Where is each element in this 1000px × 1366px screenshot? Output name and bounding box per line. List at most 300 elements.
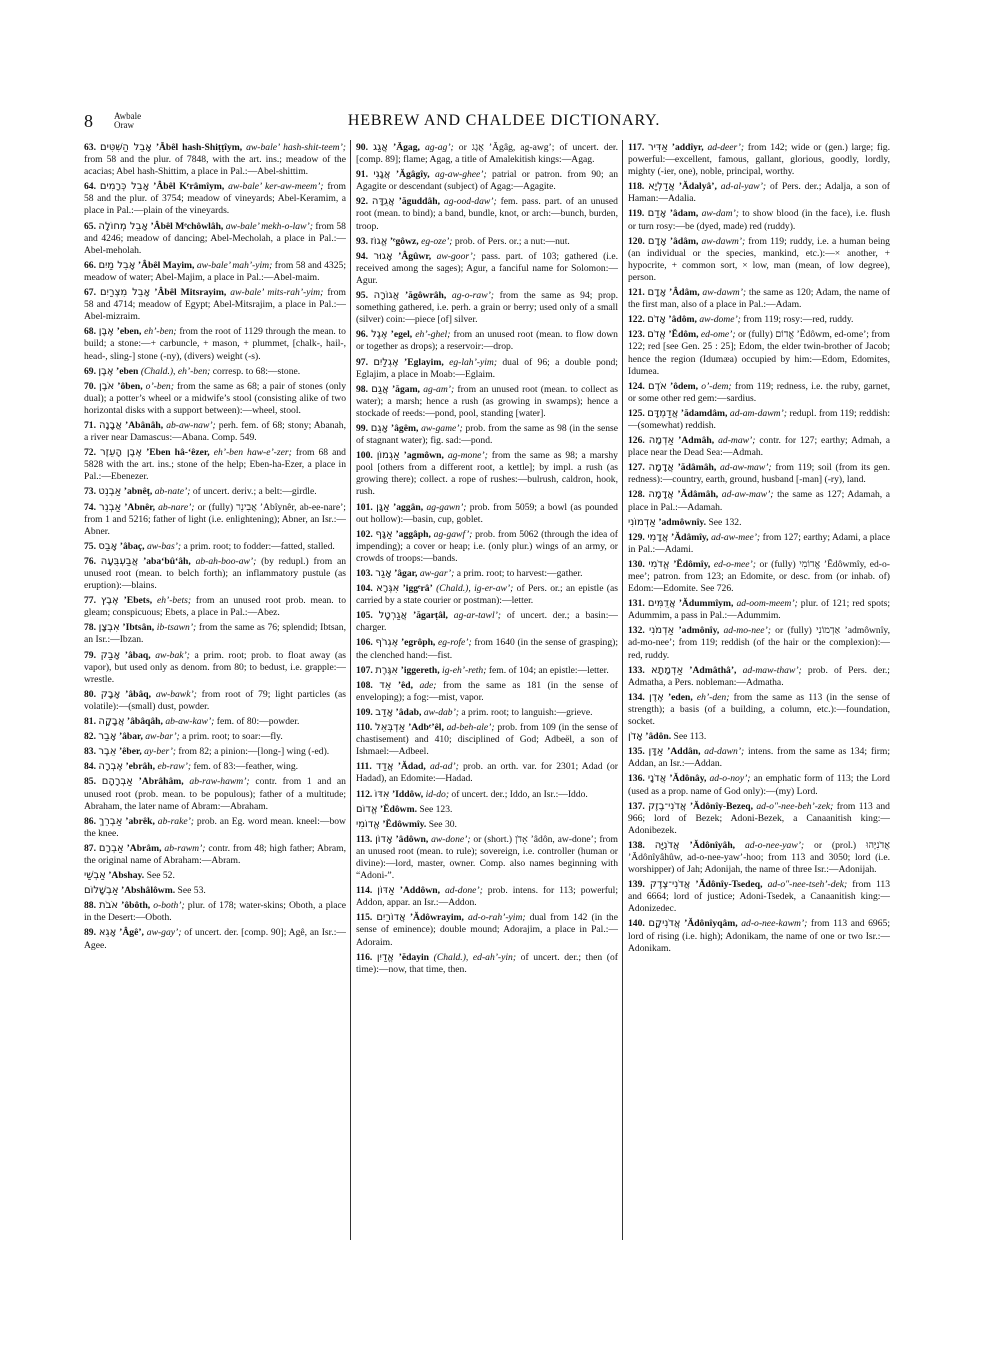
hebrew-word: אַדְמֹנִי — [649, 625, 675, 637]
pronunciation: ag-o-raw’; — [451, 290, 495, 302]
dictionary-entry — [356, 819, 618, 831]
definition: from the same as 181 (in the sense of enveloping); a fog:—mist, vapor. — [356, 679, 618, 703]
dictionary-entry — [356, 236, 618, 248]
definition: from an unused root (mean. to flow down or together as drops); a reservoir:—drop. — [356, 329, 618, 353]
pronunciation: ad-aw-mee’; — [711, 531, 761, 543]
dictionary-entry — [84, 731, 346, 743]
transliteration: ’egel, — [390, 329, 413, 341]
definition: prob. from 5062 (through the idea of impending); a cover or heap; i.e. (only plur.) wings of an army, or crowds of troops:—bands. — [356, 528, 618, 564]
hebrew-word: אַבְשַׁי — [84, 870, 106, 882]
dictionary-entry — [84, 447, 346, 483]
entry-number: 88. — [84, 900, 96, 912]
definition: from an unused root (mean. to collect as water); a marsh; hence a rush (as growing in swamps); hence a stockade of reeds:—pond, pool, standing [water]. — [356, 383, 618, 419]
definition: plur. of 121; red spots; Adummim, a pass in Pal.:—Adummim. — [628, 598, 890, 622]
pronunciation: ab-rawm’; — [164, 842, 206, 854]
hebrew-word: אָדָם — [647, 287, 667, 299]
entry-number: 129. — [628, 531, 645, 543]
transliteration: ’âdôn. — [645, 731, 672, 743]
entry-number: 70. — [84, 380, 96, 392]
pronunciation: ad-oom-meem’; — [736, 598, 798, 610]
definition: a prim. root; to fodder:—fatted, stalled. — [183, 540, 335, 552]
dictionary-entry — [84, 221, 346, 257]
pronunciation: (Chald.), ig-er-aw’; — [436, 583, 514, 595]
entry-number: 78. — [84, 622, 96, 634]
hebrew-word: אַדְמָתָא — [650, 664, 684, 676]
definition: from the root of 1129 through the mean. to build; a stone:—+ carbuncle, + mason, + plummet, [chalk-, hail-, head-, sling-] stone (-ny), (divers) weight (-s). — [84, 326, 346, 362]
entry-number: 64. — [84, 181, 96, 193]
transliteration: ’ĕdayin — [398, 951, 430, 963]
dictionary-entry — [356, 834, 618, 882]
hebrew-word: אֲגֻדָּה — [371, 196, 395, 208]
hebrew-word: אָדוֹן — [375, 833, 393, 845]
dictionary-entry — [84, 381, 346, 417]
definition: from 119; soil (from its gen. redness):—country, earth, ground, husband [-man] (-ry), land. — [628, 462, 890, 486]
pronunciation: ed-o-mee’; — [713, 558, 756, 570]
definition: from 119; redness, i.e. the ruby, garnet, or some other red gem:—sardius. — [628, 380, 890, 404]
transliteration: ’âdôm, — [668, 314, 697, 326]
transliteration: ’Addôwn, — [399, 885, 441, 897]
definition: prob. intens. for 113; powerful; Addon, appar. an Isr.:—Addon. — [356, 885, 618, 909]
pronunciation: ab-nate’; — [154, 486, 191, 498]
dictionary-entry — [84, 622, 346, 646]
definition: from 127; earthy; Adami, a place in Pal.:—Adami. — [628, 531, 890, 555]
pronunciation: ad-mo-nee’; — [723, 625, 771, 637]
pronunciation: ad-deer’; — [707, 142, 745, 153]
pronunciation: eh’-den; — [696, 691, 730, 703]
pronunciation: eh’-bets; — [156, 595, 192, 607]
hebrew-word: אֵבֶר — [98, 746, 117, 758]
pronunciation: ag-am’; — [423, 383, 455, 395]
dictionary-entry — [356, 568, 618, 580]
dictionary-entry — [356, 196, 618, 232]
transliteration: ’ădâmâh, — [677, 462, 717, 474]
transliteration: ’ᵉgôwz, — [389, 235, 419, 247]
definition: from 113 and 6664; lord of justice; Adoni-Tsedek, a Canaanitish king:—Adonizedec. — [628, 879, 890, 915]
dictionary-entry — [356, 169, 618, 193]
dictionary-entry — [356, 680, 618, 704]
definition: from 58 and 4325; meadow of water; Abel-Majim, a place in Pal.:—Abel-maim. — [84, 259, 346, 283]
pronunciation: ad-o″-nee-beh’-zek; — [756, 800, 834, 812]
entry-number: 116. — [356, 951, 373, 963]
definition: prob. of Pers. or.; a nut:—nut. — [454, 235, 570, 247]
entry-number: 95. — [356, 290, 368, 302]
hebrew-word: אִגְּרָא — [376, 583, 400, 595]
entry-number: 105. — [356, 610, 373, 622]
transliteration: ’Âgê’, — [119, 927, 144, 939]
pronunciation: eg-lah’-yim; — [449, 356, 498, 368]
dictionary-entry — [628, 489, 890, 513]
hebrew-word: אֲגַם — [371, 383, 389, 395]
hebrew-word: אֲדָמָה — [648, 489, 674, 501]
entry-number: 86. — [84, 815, 96, 827]
definition: or (fully) אַדְמוֹנִי ’admôwnîy, ad-mo-nee’; from 119; reddish (of the hair or the complexion):—red, ruddy. — [628, 625, 890, 661]
transliteration: ’Âbêl Mayim, — [137, 259, 195, 271]
entry-number: 65. — [84, 220, 96, 232]
dictionary-entry — [84, 650, 346, 686]
dictionary-entry — [84, 541, 346, 553]
entry-number: 77. — [84, 595, 96, 607]
dictionary-entry — [84, 260, 346, 284]
dictionary-entry — [628, 801, 890, 837]
pronunciation: aw-dawm’; — [702, 287, 747, 299]
hebrew-word: אֶבֶן — [98, 326, 114, 338]
entry-number: 94. — [356, 250, 368, 262]
pronunciation: eh’-ghel; — [415, 329, 451, 341]
transliteration: ’Iddôw, — [391, 788, 424, 800]
definition: pass. part. of 103; gathered (i.e. received among the sages); Agur, a fanciful name for Solomon:—Agur. — [356, 250, 618, 286]
entry-number: 93. — [356, 235, 368, 247]
pronunciation: aw-dam’; — [701, 208, 739, 220]
definition: from root of 79; light particles (as volatile):—(small) dust, powder. — [84, 688, 346, 712]
definition: from 113 and 6965; lord of rising (i.e. high); Adonikam, the name of one or two Isr.:—Adonikam. — [628, 918, 890, 954]
entry-number: 112. — [356, 788, 373, 800]
dictionary-entry — [84, 556, 346, 592]
column-2 — [356, 142, 618, 1242]
entry-number: 83. — [84, 746, 96, 758]
hebrew-word: אַגָּף — [375, 528, 393, 540]
hebrew-word: אֲגַרְטָל — [378, 610, 408, 622]
definition: prob. of Pers. der.; Admatha, a Pers. nobleman:—Admatha. — [628, 664, 890, 688]
transliteration: ’Ĕdôwmîy. — [382, 818, 427, 830]
entry-number: 124. — [628, 380, 645, 392]
hebrew-word: אֱדוֹמִי — [356, 818, 380, 830]
pronunciation: aw-goor’; — [436, 250, 476, 262]
transliteration: ’âdôwn, — [395, 833, 429, 845]
hebrew-word: אֲדֹנִי־צֶדֶק — [649, 879, 691, 891]
hebrew-word: אָבֵל כְּרָמִים — [99, 181, 150, 193]
transliteration: ’âbar, — [118, 731, 143, 743]
transliteration: ’ăgam, — [391, 383, 420, 395]
page-header — [84, 112, 924, 138]
dictionary-entry — [356, 251, 618, 287]
hebrew-word: אֱגוֹז — [370, 235, 388, 247]
pronunciation: aw-dome’; — [699, 314, 741, 326]
pronunciation: ad-done’; — [444, 885, 483, 897]
column-divider — [622, 140, 623, 1240]
entry-number: 98. — [356, 383, 368, 395]
definition: from 142; wide or (gen.) large; fig. powerful:—excellent, famous, gallant, glorious, goodly, lordly, mighty (-ier, one), noble, principal, worthy. — [628, 142, 890, 178]
dictionary-entry — [356, 637, 618, 661]
transliteration: ’Abrâhâm, — [138, 776, 184, 788]
entry-number: 127. — [628, 462, 645, 474]
entry-number: 100. — [356, 450, 373, 462]
definition: fem. pass. part. of an unused root (mean. to bind); a band, bundle, knot, or arch:—bunch, burden, troop. — [356, 196, 618, 232]
hebrew-word: אַגְמוֹן — [376, 450, 400, 462]
pronunciation: eb-raw’; — [157, 761, 192, 773]
definition: (by redupl.) from an unused root (mean. to belch forth); an inflammatory pustule (as eruption):—blains. — [84, 555, 346, 592]
transliteration: ’Ădônîyâh, — [689, 839, 736, 851]
definition: or אֲגָג ’Ăgâg, ag-awg’; of uncert. der. [comp. 89]; flame; Agag, a title of Amalekitish kings:—Agag. — [356, 142, 618, 166]
entry-number: 79. — [84, 649, 96, 661]
transliteration: ’Âbêl Kᵉrâmîym, — [153, 181, 225, 193]
pronunciation: aw-bas’; — [146, 540, 182, 552]
dictionary-entry — [356, 885, 618, 909]
transliteration: ’âbâq, — [125, 688, 152, 700]
dictionary-entry — [628, 287, 890, 311]
transliteration: ’admôwnîy. — [658, 516, 707, 528]
hebrew-word: אָבֵל מַיִם — [98, 259, 136, 271]
definition: from 58 and 4714; meadow of Egypt; Abel-Mitsrajim, a place in Pal.:—Abel-mizraim. — [84, 287, 346, 323]
pronunciation: ig-eh’-reth; — [442, 664, 487, 676]
transliteration: ’êber, — [118, 746, 142, 758]
transliteration: ’eben, — [116, 326, 142, 338]
transliteration: ’Ĕdôm, — [668, 329, 699, 341]
definition: a prim. root; prob. to float away (as vapor), but used only as denom. from 80; to bedust, i.e. grapple:—wrestle. — [84, 649, 346, 685]
hebrew-word: אֶגְרֹף — [375, 637, 399, 649]
entry-number: 123. — [628, 329, 645, 341]
hebrew-word: אָגוּר — [373, 250, 393, 262]
transliteration: ’âdam, — [669, 208, 699, 220]
entry-number: 106. — [356, 637, 373, 649]
dictionary-entry — [84, 689, 346, 713]
column-1 — [84, 142, 346, 1242]
pronunciation: ib-tsawn’; — [156, 622, 197, 634]
transliteration: ’Ibtsân, — [122, 622, 155, 634]
definition: from 58 and 4246; meadow of dancing; Abel-Mecholah, a place in Pal.:—Abel-meholah. — [84, 220, 346, 256]
transliteration: ’Abshay. — [108, 870, 145, 882]
dictionary-entry — [84, 326, 346, 362]
pronunciation: ag-ar-tawl’; — [453, 610, 502, 622]
definition: See 53. — [177, 885, 206, 897]
pronunciation: (Chald.), ed-ah’-yin; — [433, 951, 517, 963]
hebrew-word: אֲדָמִי — [647, 531, 669, 543]
entry-number: 87. — [84, 842, 96, 854]
hebrew-word: אֱדֹמִי — [648, 558, 670, 570]
transliteration: ’Admâthâ’, — [689, 664, 737, 676]
definition: or (fully) אֱדוֹם ’Ĕdôwm, ed-ome’; from 122; red [see Gen. 25 : 25]; Edom, the elder twin-brother of Jacob; hence the region (Idumæa) occupied by him:—Edom, Edomites, Idumea. — [628, 329, 890, 377]
entry-number: 84. — [84, 761, 96, 773]
entry-number: 131. — [628, 598, 645, 610]
entry-number: 72. — [84, 447, 96, 459]
hebrew-word: אֹדֶם — [648, 380, 667, 392]
pronunciation: ed-ome’; — [700, 329, 736, 341]
dictionary-entry — [628, 625, 890, 661]
pronunciation: ab-aw-kaw’; — [165, 716, 215, 728]
entry-number: 134. — [628, 691, 645, 703]
entry-number: 107. — [356, 664, 373, 676]
pronunciation: eh’-ben haw-e’-zer; — [213, 447, 292, 459]
pronunciation: aw-bale’ mits-rah’-yim; — [230, 287, 324, 299]
dictionary-entry — [356, 384, 618, 420]
hebrew-word: אֲבָקָה — [98, 716, 125, 728]
dictionary-entry — [628, 773, 890, 797]
pronunciation: ad-maw-thaw’; — [742, 664, 802, 676]
entry-number: 91. — [356, 169, 368, 181]
definition: from the same as 98; a marshy pool [others from a different root, a kettle]; by impl. a rush (as growing there); collect. a rope of rushes:—bulrush, caldron, hook, rush. — [356, 450, 618, 498]
transliteration: ’ôbôth, — [121, 900, 151, 912]
entry-number: 135. — [628, 746, 645, 758]
transliteration: ’Ădâmîy, — [671, 531, 709, 543]
transliteration: ’admônîy, — [678, 625, 720, 637]
pronunciation: aw-gar’; — [419, 568, 455, 579]
pronunciation: ag-mone’; — [447, 450, 488, 462]
entry-number: 81. — [84, 716, 96, 728]
dictionary-entry — [628, 559, 890, 595]
transliteration: ’Ădônîy-Tsedeq, — [695, 879, 763, 891]
entry-number: 140. — [628, 918, 645, 930]
pronunciation: aw-game’; — [421, 422, 463, 434]
entry-number: 67. — [84, 287, 96, 299]
definition: from an unused root prob. mean. to gleam; conspicuous; Ebets, a place in Pal.:—Abez. — [84, 595, 346, 619]
column-3 — [628, 142, 890, 1242]
hebrew-word: אֶגְלַיִם — [373, 356, 399, 368]
hebrew-word: אָגַר — [375, 568, 392, 579]
entry-number: 82. — [84, 731, 96, 743]
transliteration: ’âbaç, — [119, 540, 145, 552]
definition: redupl. from 119; reddish:—(somewhat) reddish. — [628, 407, 890, 431]
hebrew-word: אַבְרָהָם — [101, 776, 133, 788]
hebrew-word: אָדֹם — [647, 314, 666, 326]
transliteration: ’êd, — [397, 679, 414, 691]
entry-number: 109. — [356, 706, 373, 718]
transliteration: ’Ădad, — [397, 761, 426, 773]
pronunciation: o-both’; — [153, 900, 185, 912]
definition: dual of 96; a double pond; Eglajim, a place in Moab:—Eglaim. — [356, 356, 618, 380]
dictionary-entry — [356, 450, 618, 498]
pronunciation: aw-dawm’; — [701, 235, 746, 247]
hebrew-word: אִגֶּרֶת — [375, 664, 399, 676]
hebrew-word: אָבֵל מִצְרַיִם — [100, 287, 151, 299]
definition: to show blood (in the face), i.e. flush or turn rosy:—be (dyed, made) red (ruddy). — [628, 208, 890, 232]
transliteration: ’Eben hâ-‘êzer, — [146, 447, 210, 459]
hebrew-word: אֵד — [379, 679, 392, 691]
hebrew-word: אֲבָנָה — [99, 419, 123, 431]
transliteration: ’Abrâm, — [126, 842, 162, 854]
hebrew-word: אַדְבְּאֵל — [375, 722, 406, 734]
pronunciation: aw-done’; — [431, 833, 471, 845]
pronunciation: o’-dem; — [701, 380, 732, 392]
dictionary-entry — [84, 776, 346, 812]
definition: See 30. — [428, 818, 457, 830]
entry-number: 117. — [628, 142, 645, 153]
hebrew-word: אֲדֹנָי — [647, 773, 667, 785]
pronunciation: aw-bale’ mah’-yim; — [196, 259, 273, 271]
entry-number: 111. — [356, 761, 372, 773]
entry-number: 76. — [84, 555, 96, 567]
pronunciation: ad-o″-nee-tseh’-dek; — [767, 879, 848, 891]
transliteration: ’âbaq, — [124, 649, 151, 661]
transliteration: ’aggân, — [393, 501, 424, 513]
entry-number: 139. — [628, 879, 645, 891]
pronunciation: ag-ag’; — [424, 142, 454, 153]
entry-number: 113. — [356, 833, 373, 845]
pronunciation: ag-gawf’; — [433, 528, 473, 540]
definition: from 58 and the plur. of 3754; meadow of vineyards; Abel-Keramim, a place in Pal.:—plain of the vineyards. — [84, 181, 346, 217]
dictionary-entry — [356, 665, 618, 677]
definition: the same as 127; Adamah, a place in Pal.:—Adamah. — [628, 489, 890, 513]
hebrew-word: אֲבַעְבֻּעָה — [100, 555, 139, 567]
transliteration: ’ăgôwrâh, — [404, 290, 447, 302]
entry-number: 118. — [628, 181, 645, 193]
definition: of uncert. der. [comp. 90]; Agê, an Isr.:—Agee. — [84, 927, 346, 951]
transliteration: ’âgêm, — [390, 422, 419, 434]
dictionary-entry — [628, 408, 890, 432]
dictionary-entry — [628, 746, 890, 770]
hebrew-word: אַגָּן — [376, 501, 390, 513]
transliteration: ’Ăgâgîy, — [395, 169, 430, 181]
dictionary-entry — [84, 181, 346, 217]
pronunciation: o’-ben; — [145, 380, 174, 392]
definition: of uncert. der.; Iddo, an Isr.:—Iddo. — [451, 788, 588, 800]
transliteration: ’iggereth, — [400, 664, 440, 676]
page-number: 8 — [84, 111, 93, 131]
dictionary-entry — [628, 181, 890, 205]
dictionary-entry — [84, 870, 346, 882]
transliteration: ’Abnêr, — [124, 501, 156, 513]
pronunciation: aw-gay’; — [146, 927, 182, 939]
definition: the same as 120; Adam, the name of the first man, also of a place in Pal.:—Adam. — [628, 287, 890, 311]
definition: from the same as 113 (in the sense of strength); a basis (of a building, a column, etc.):—foundation, socket. — [628, 691, 890, 728]
hebrew-word: אָבַק — [100, 649, 121, 661]
definition: fem. of 80:—powder. — [216, 716, 300, 728]
hebrew-word: אֶבֶץ — [100, 595, 119, 607]
definition: See 52. — [146, 870, 175, 882]
pronunciation: aw-bar’; — [145, 731, 180, 743]
dictionary-entry — [628, 918, 890, 954]
hebrew-word: אֲדֹנִיקָם — [648, 918, 681, 930]
transliteration: ’Eglayim, — [404, 356, 444, 368]
hebrew-word: אֲדוֹרַיִם — [376, 912, 406, 924]
transliteration: ’âgar, — [394, 568, 418, 579]
dictionary-entry — [84, 716, 346, 728]
hebrew-word: אָגֵא — [98, 927, 117, 939]
entry-number: 85. — [84, 776, 96, 788]
transliteration: ’eben — [116, 365, 139, 377]
transliteration: ’Ădummîym, — [678, 598, 734, 610]
pronunciation: eg-oze’; — [421, 235, 453, 247]
pronunciation: ab-ah-boo-aw’; — [195, 555, 257, 567]
hebrew-word: אֱדַיִן — [376, 951, 394, 963]
dictionary-entry — [628, 840, 890, 876]
pronunciation: aw-bawk’; — [155, 688, 197, 700]
definition: of uncert. deriv.; a belt:—girdle. — [192, 486, 317, 498]
entry-number: 66. — [84, 259, 96, 271]
dictionary-entry — [84, 885, 346, 897]
dictionary-entry — [628, 329, 890, 377]
definition: or (fully) אֱדוֹמִי ’Ĕdôwmîy, ed-o-mee’; patron. from 123; an Edomite, or desc. from (or inhab. of) Edom:—Edomite. See 726. — [628, 558, 890, 595]
pronunciation: ad-maw’; — [718, 435, 756, 447]
entry-number: 102. — [356, 528, 373, 540]
definition: from 68 and 5828 with the art. ins.; stone of the help; Eben-ha-Ezer, a place in Pal.:—Ebenezer. — [84, 447, 346, 483]
pronunciation: ag-gawn’; — [426, 501, 467, 513]
entry-number: 136. — [628, 773, 645, 785]
transliteration: ’agmôwn, — [403, 450, 444, 462]
hebrew-word: אָדַב — [375, 706, 394, 718]
dictionary-entry — [84, 816, 346, 840]
definition: See 113. — [673, 731, 707, 743]
dictionary-entry — [628, 665, 890, 689]
entry-number: 103. — [356, 568, 373, 579]
entry-number: 125. — [628, 407, 645, 419]
definition: prob. from the same as 98 (in the sense of stagnant water); fig. sad:—pond. — [356, 422, 618, 447]
entry-number: 130. — [628, 558, 645, 570]
entry-number: 69. — [84, 365, 96, 377]
hebrew-word: אָבַס — [98, 540, 118, 552]
dictionary-entry — [356, 583, 618, 607]
dictionary-entry — [356, 423, 618, 447]
dictionary-entry — [84, 366, 346, 378]
dictionary-entry — [628, 142, 890, 178]
transliteration: ’Âgûwr, — [398, 250, 432, 262]
hebrew-word: אֲגוֹרָה — [373, 290, 400, 302]
hebrew-word: אַבְשָׁלוֹם — [84, 885, 119, 897]
hebrew-word: אָגֵם — [370, 422, 389, 434]
dictionary-entry — [356, 357, 618, 381]
definition: prob. an Eg. word mean. kneel:—bow the knee. — [84, 815, 346, 839]
definition: from the same as 68; a pair of stones (only dual); a potter’s wheel or a midwife’s stool (consisting alike of two horizontal disks with a support between):—wheel, stool. — [84, 380, 346, 416]
transliteration: ’ebrâh, — [125, 761, 156, 773]
transliteration: ’Ebets, — [123, 595, 153, 607]
